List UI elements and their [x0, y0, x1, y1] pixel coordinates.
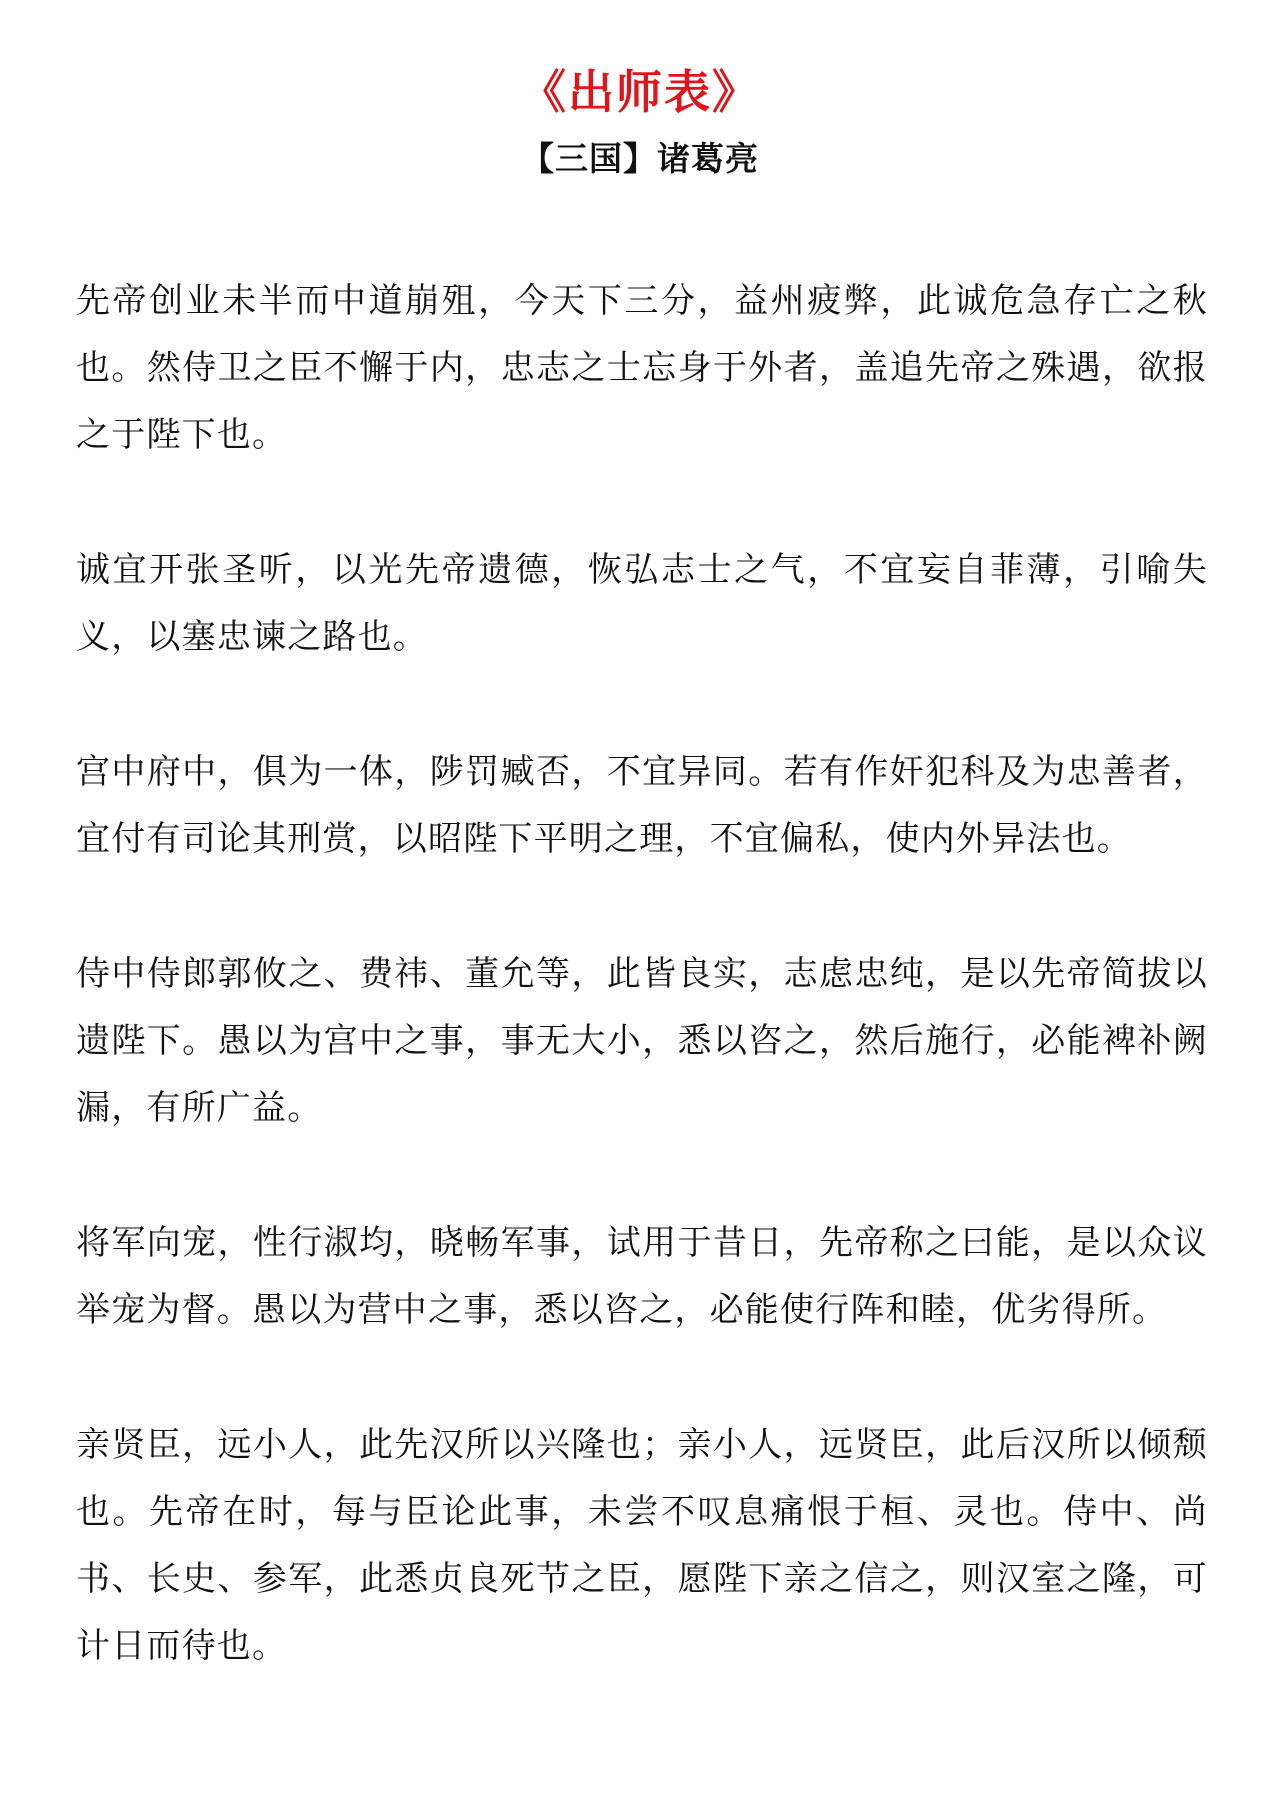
paragraph-4: 侍中侍郎郭攸之、费祎、董允等，此皆良实，志虑忠纯，是以先帝简拔以遗陛下。愚以为宫中之事，事无大小，悉以咨之，然后施行，必能裨补阙漏，有所广益。: [76, 954, 1208, 1128]
paragraph-1: 先帝创业未半而中道崩殂，今天下三分，益州疲弊，此诚危急存亡之秋也。然侍卫之臣不懈于内，忠志之士忘身于外者，盖追先帝之殊遇，欲报之于陛下也。: [76, 281, 1208, 455]
document-body: [76, 268, 1208, 1748]
paragraph-2: 诚宜开张圣听，以光先帝遗德，恢弘志士之气，不宜妄自菲薄，引喻失义，以塞忠谏之路也。: [76, 550, 1208, 657]
paragraph-6: 亲贤臣，远小人，此先汉所以兴隆也；亲小人，远贤臣，此后汉所以倾颓也。先帝在时，每与臣论此事，未尝不叹息痛恨于桓、灵也。侍中、尚书、长史、参军，此悉贞良死节之臣，愿陛下亲之信之，则汉室之隆，可计日而待也。: [76, 1425, 1208, 1666]
paragraph-3: 宫中府中，俱为一体，陟罚臧否，不宜异同。若有作奸犯科及为忠善者，宜付有司论其刑赏，以昭陛下平明之理，不宜偏私，使内外异法也。: [76, 752, 1208, 859]
document-title: 《出师表》: [520, 65, 760, 119]
paragraph-5: 将军向宠，性行淑均，晓畅军事，试用于昔日，先帝称之曰能，是以众议举宠为督。愚以为营中之事，悉以咨之，必能使行阵和睦，优劣得所。: [76, 1223, 1208, 1330]
document-author: 【三国】诸葛亮: [521, 139, 759, 178]
